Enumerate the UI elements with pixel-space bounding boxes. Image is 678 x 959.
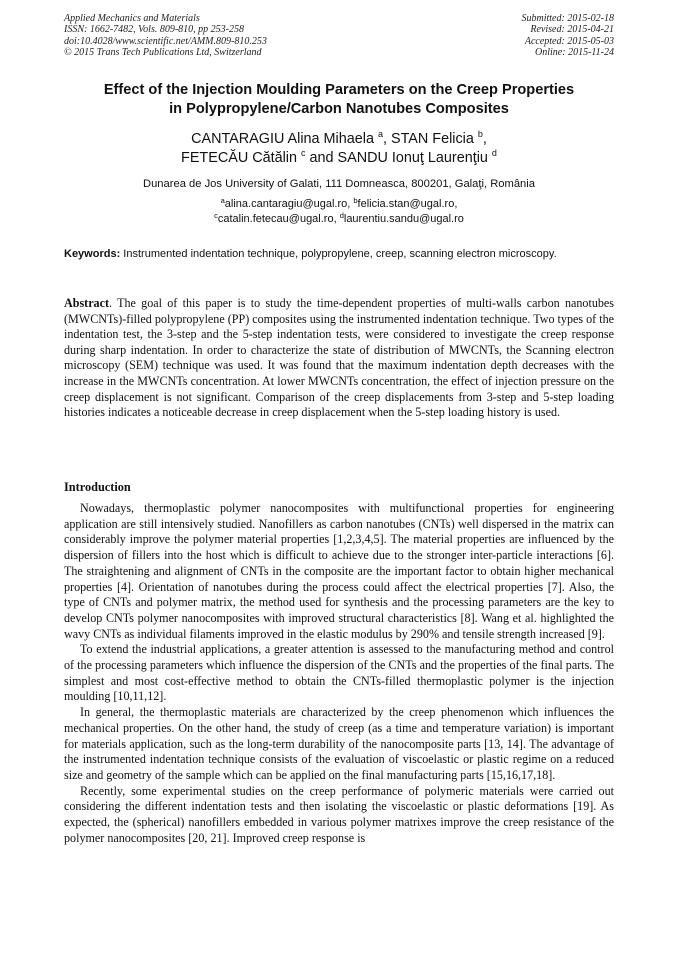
intro-paragraph-4: Recently, some experimental studies on the creep performance of polymeric materials were carried out considering the different indentation tests and then isolating the viscoelastic or plastic deformations [19]. As expected, the (spherical) nanofillers embedded in various polymer matrixes improve the creep resistance of the polymer nanocomposites [20, 21]. Improved creep response is: [64, 783, 614, 845]
online-date: Online: 2015-11-24: [535, 47, 614, 59]
author-name: SANDU Ionuţ Laurenţiu: [337, 150, 488, 166]
author-affil-mark: d: [491, 148, 497, 158]
author-line-1: [40, 130, 638, 149]
email-address: laurentiu.sandu@ugal.ro: [343, 212, 464, 225]
affiliation: Dunarea de Jos University of Galati, 111 Domneasca, 800201, Galaţi, România: [143, 178, 535, 190]
author-name: CANTARAGIU Alina Mihaela: [191, 131, 374, 147]
issn-line: ISSN: 1662-7482, Vols. 809-810, pp 253-258: [64, 24, 244, 36]
email-mark: b: [353, 196, 358, 205]
author-separator: ,: [382, 131, 391, 147]
abstract-text: . The goal of this paper is to study the time-dependent properties of multi-walls carbon nanotubes (MWCNTs)-filled polypropylene (PP) composites using the instrumented indentation technique. Two types of the indentation test, the 3-step and the 5-step indentation tests, were considered to investigate the creep response during sharp indentation. In order to characterize the state of distribution of MWCNTs, the Scanning electron microscopy (SEM) technique was used. It was found that the maximum indentation depth decreases with the increase in the MWCNTs concentration. At lower MWCNTs concentration, the effect of injection pressure on the creep displacement is not significant. Comparison of the creep displacements from 3-step and 5-step loading histories indicates a noticeable decrease in creep displacement when the 5-step loading history is used.: [64, 296, 614, 420]
journal-name: Applied Mechanics and Materials: [64, 13, 200, 24]
abstract-label: Abstract: [64, 296, 110, 310]
intro-paragraph-1: Nowadays, thermoplastic polymer nanocomposites with multifunctional properties for engineering application are still intensively studied. Nanofillers as carbon nanotubes (CNTs) well dispersed in the matrix can considerably improve the polymer material properties [1,2,3,4,5]. The material properties are influenced by the dispersion of fillers into the host which is difficult to achieve due to the stronger inter-particle interactions [6]. The straightening and alignment of CNTs in the composite are the important factor to obtain higher mechanical properties [4]. Orientation of nanotubes during the process could affect the electrical properties [7]. Also, the type of CNTs and polymer matrix, the method used for synthesis and the processing parameters are the key to develop CNTs polymer nanocomposites with improved structural characteristics [8]. Wang et al. highlighted the wavy CNTs as individual filaments improved in the elastic modulus by 290% and tensile strength increased [9].: [64, 501, 614, 641]
author-separator: ,: [482, 131, 487, 147]
intro-paragraph-3: In general, the thermoplastic materials are characterized by the creep phenomenon which influences the mechanical properties. On the other hand, the study of creep (as a time and temperature variation) is important for materials application, such as the long-term durability of the nanocomposite parts [13, 14]. The advantage of the instrumented indentation technique consists of the evaluation of viscoelastic or plastic regime on a reduced size and geometry of the sample which can be applied on the final manufacturing parts [15,16,17,18].: [64, 705, 614, 782]
author-name: FETECĂU Cătălin: [181, 150, 298, 166]
intro-paragraph-2: To extend the industrial applications, a greater attention is assessed to the manufacturing method and control of the processing parameters which influence the dispersion of the CNTs and the properties of the final parts. The simplest and most cost-effective method to obtain the CNTs-filled thermoplastic polymer is the injection moulding [10,11,12].: [64, 642, 614, 704]
submitted-date: Submitted: 2015-02-18: [521, 13, 614, 24]
email-line-1: [40, 197, 638, 212]
email-mark: d: [339, 210, 344, 220]
email-address: alina.cantaragiu@ugal.ro,: [224, 198, 354, 210]
email-line-2: [40, 212, 638, 227]
accepted-date: Accepted: 2015-05-03: [524, 35, 614, 47]
title-line-1: Effect of the Injection Moulding Parameters on the Creep Properties: [103, 82, 575, 98]
journal-header: [64, 13, 267, 59]
copyright-line: © 2015 Trans Tech Publications Ltd, Switzerland: [64, 47, 262, 59]
email-address: felicia.stan@ugal.ro,: [357, 198, 458, 210]
keywords-label: Keywords:: [64, 248, 121, 260]
author-line-2: [40, 149, 638, 168]
author-affil-mark: c: [301, 148, 306, 158]
author-emails: [40, 197, 638, 226]
title-line-2: in Polypropylene/Carbon Nanotubes Composites: [169, 100, 509, 117]
doi-line: doi:10.4028/www.scientific.net/AMM.809-810.253: [64, 35, 267, 47]
keywords: [64, 248, 614, 262]
email-mark: c: [214, 210, 218, 220]
author-list: [40, 130, 638, 168]
introduction-heading: Introduction: [64, 480, 131, 494]
dates-header: [522, 13, 615, 59]
author-conjunction: and: [305, 150, 338, 166]
author-name: STAN Felicia: [390, 131, 474, 147]
paper-title: [40, 81, 638, 118]
revised-date: Revised: 2015-04-21: [530, 24, 614, 36]
keywords-text: Instrumented indentation technique, polypropylene, creep, scanning electron microscopy.: [120, 248, 557, 260]
email-address: catalin.fetecau@ugal.ro,: [217, 212, 340, 225]
author-affil-mark: b: [477, 129, 483, 139]
email-mark: a: [220, 196, 225, 205]
introduction-body: [64, 501, 614, 846]
author-affil-mark: a: [377, 129, 383, 139]
abstract: [64, 296, 614, 421]
